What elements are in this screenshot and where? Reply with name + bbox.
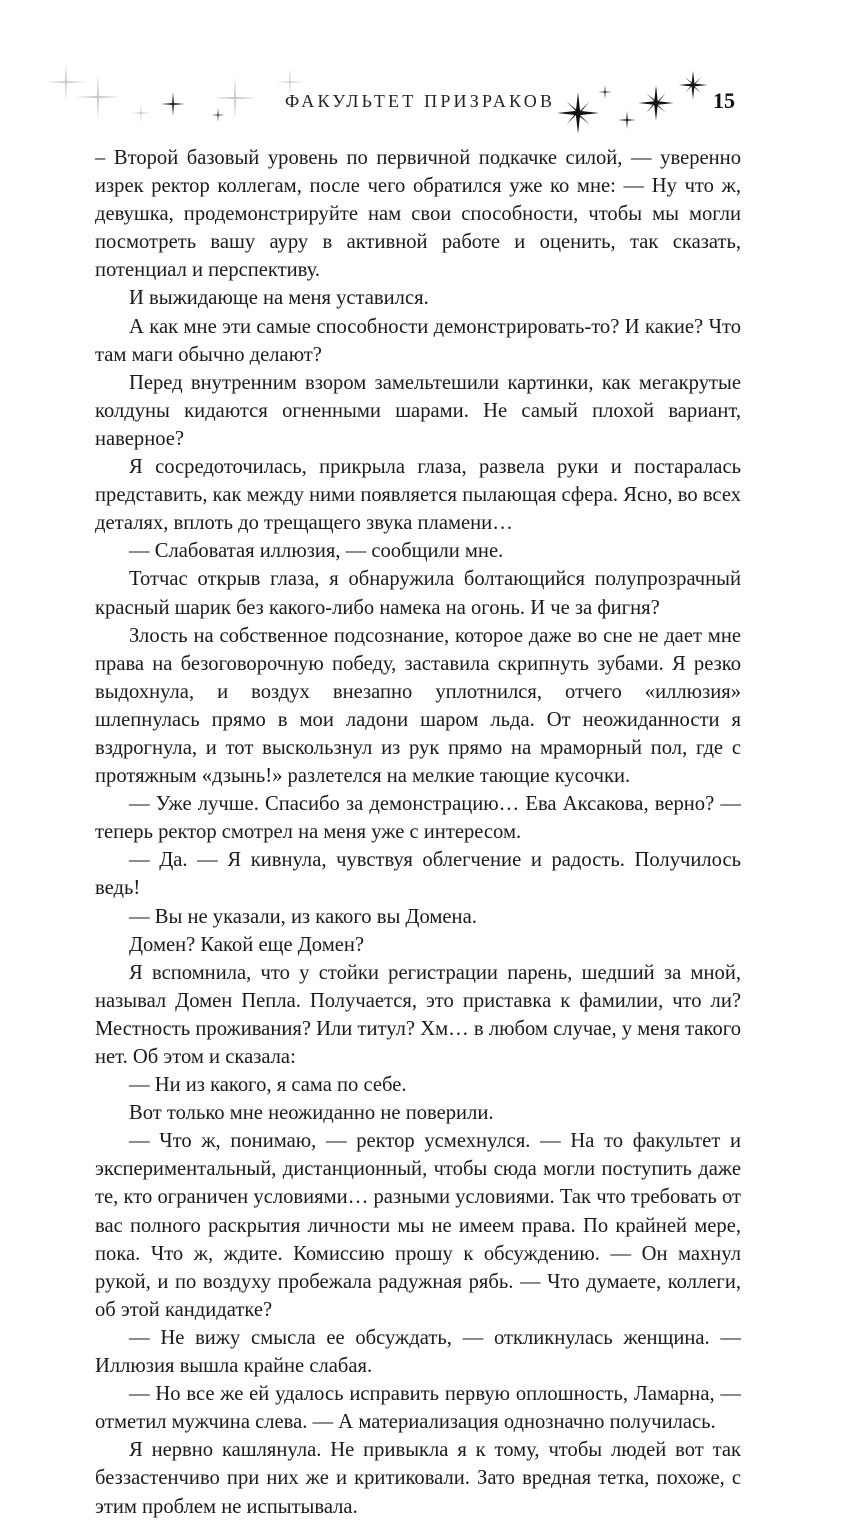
paragraph: – Второй базовый уровень по первичной подкачке силой, — уверенно изрек ректор коллегам, после чего обратился уже ко мне: — Ну что ж, девушка, продемонстрируйте нам свои способности, чтобы мы могли посмотреть вашу ауру в активной работе и оценить, так сказать, потенциал и перспективу. xyxy=(95,147,741,282)
paragraph: Я сосредоточилась, прикрыла глаза, развела руки и постаралась представить, как между ними появляется пылающая сфера. Ясно, во всех деталях, вплоть до трещащего звука пламени… xyxy=(95,456,741,535)
sparkle-icon xyxy=(557,92,599,134)
paragraph: А как мне эти самые способности демонстрировать-то? И какие? Что там маги обычно делают? xyxy=(95,315,741,366)
paragraph: Я вспомнила, что у стойки регистрации парень, шедший за мной, называл Домен Пепла. Получается, это приставка к фамилии, что ли? Местность проживания? Или титул? Хм… в любом случае, у меня такого нет. Об этом и сказала: xyxy=(95,961,741,1068)
sparkle-icon xyxy=(679,71,708,100)
sparkle-icon xyxy=(213,76,256,119)
sparkle-icon xyxy=(598,85,612,99)
sparkle-icon xyxy=(638,85,673,120)
page-number: 15 xyxy=(713,88,735,113)
paragraph: — Не вижу смысла ее обсуждать, — откликнулась женщина. — Иллюзия вышла крайне слабая. xyxy=(95,1326,741,1378)
page-header xyxy=(0,0,844,140)
paragraph: — Вы не указали, из какого вы Домена. xyxy=(129,905,477,928)
paragraph: — Уже лучше. Спасибо за демонстрацию… Ева Аксакова, верно? — теперь ректор смотрел на меня уже с интересом. xyxy=(95,793,741,844)
sparkle-icon xyxy=(211,108,225,122)
paragraph: Домен? Какой еще Домен? xyxy=(129,933,365,956)
sparkle-icon xyxy=(131,103,151,123)
paragraph: Перед внутренним взором замельтешили картинки, как мегакрутые колдуны кидаются огненными шарами. Не самый плохой вариант, наверное? xyxy=(95,371,741,450)
paragraph: — Но все же ей удалось исправить первую оплошность, Ламарна, — отметил мужчина слева. — А материализация однозначно получилась. xyxy=(95,1383,741,1434)
paragraph: Тотчас открыв глаза, я обнаружила болтающийся полупрозрачный красный шарик без какого-либо намека на огонь. И че за фигня? xyxy=(95,568,741,619)
sparkle-icon xyxy=(76,75,121,120)
paragraph: И выжидающе на меня уставился. xyxy=(129,287,429,310)
sparkle-stars-ornament xyxy=(0,0,844,140)
paragraph: — Да. — Я кивнула, чувствуя облегчение и радость. Получилось ведь! xyxy=(95,849,741,900)
paragraph: Вот только мне неожиданно не поверили. xyxy=(129,1102,494,1125)
sparkle-icon xyxy=(46,62,86,102)
paragraph: — Ни из какого, я сама по себе. xyxy=(129,1074,407,1097)
sparkle-icon xyxy=(161,92,185,116)
paragraph: Я нервно кашлянула. Не привыкла я к тому, чтобы людей вот так беззастенчиво при них же и критиковали. Зато вредная тетка, похоже, с этим проблем не испытывала. xyxy=(95,1439,741,1518)
paragraph: — Слабоватая иллюзия, — сообщили мне. xyxy=(129,540,504,563)
paragraph: — Что ж, понимаю, — ректор усмехнулся. — На то факультет и экспериментальный, дистанционный, чтобы сюда могли поступить даже те, кто ограничен условиями… разными условиями. Так что требовать от вас полного раскрытия личности мы не имеем права. По крайней мере, пока. Что ж, ждите. Комиссию прошу к обсуждению. — Он махнул рукой, и по воздуху пробежала радужная рябь. — Что думаете, коллеги, об этой кандидатке? xyxy=(95,1130,741,1321)
body-text xyxy=(95,144,741,1521)
paragraph: Злость на собственное подсознание, которое даже во сне не дает мне права на безоговорочную победу, заставила скрипнуть зубами. Я резко выдохнула, и воздух внезапно уплотнился, отчего «иллюзия» шлепнулась прямо в мои ладони шаром льда. От неожиданности я вздрогнула, и тот выскользнул из рук прямо на мраморный пол, где с протяжным «дзынь!» разлетелся на мелкие тающие кусочки. xyxy=(95,624,741,788)
sparkle-icon xyxy=(618,111,636,129)
running-title: ФАКУЛЬТЕТ ПРИЗРАКОВ xyxy=(285,91,556,111)
